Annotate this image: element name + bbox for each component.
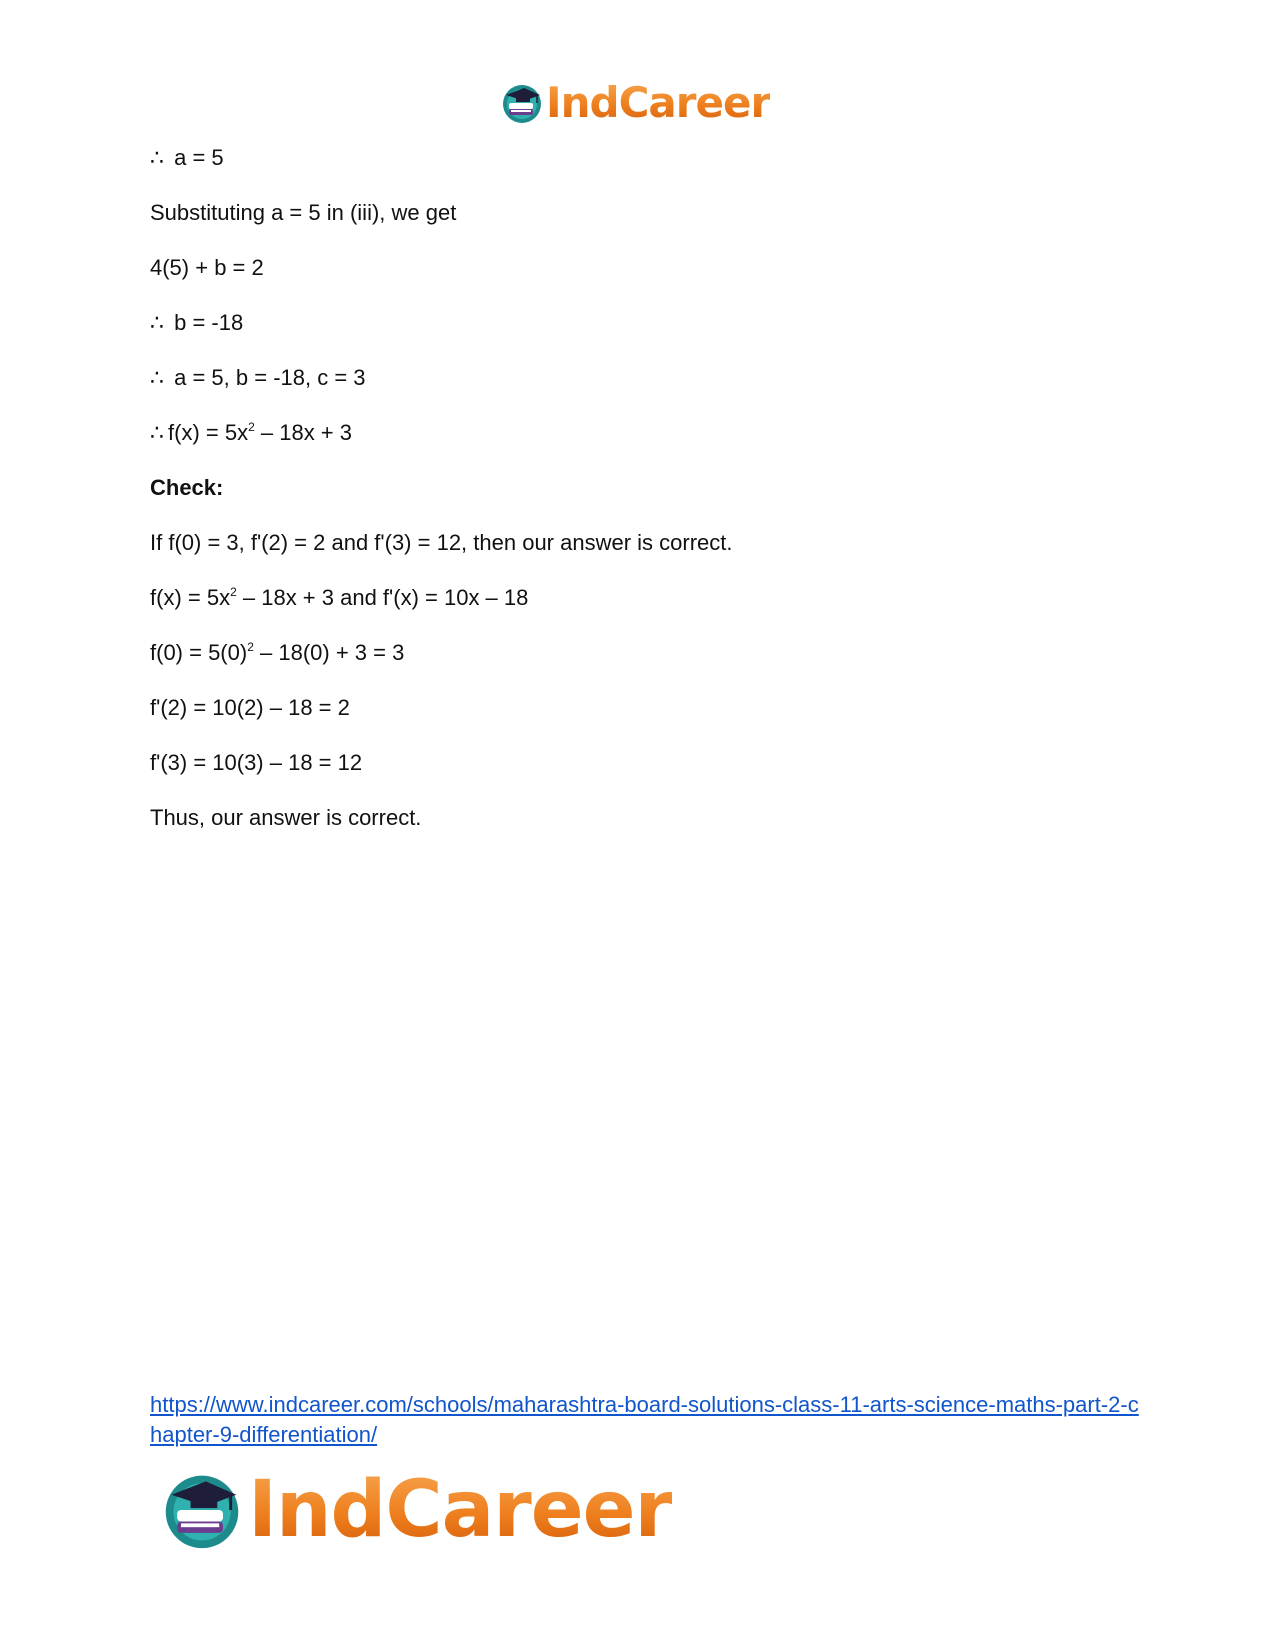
header-logo xyxy=(500,78,770,128)
logo-text: IndCareer xyxy=(546,78,771,127)
text-line: ∴ a = 5, b = -18, c = 3 xyxy=(150,365,366,391)
graduation-cap-books-icon xyxy=(500,81,544,125)
logo-text: IndCareer xyxy=(248,1465,672,1555)
text-line: ∴ $f(x) = 5x^2 - 18x + 3$ xyxy=(150,420,353,446)
text-line: ∴ a = 5 xyxy=(150,145,224,171)
footer-logo xyxy=(160,1465,672,1555)
therefore-symbol: ∴ xyxy=(150,366,164,391)
graduation-cap-books-icon xyxy=(160,1468,244,1552)
conclusion-line: Thus, our answer is correct. xyxy=(150,805,422,830)
source-link[interactable]: https://www.indcareer.com/schools/maharashtra-board-solutions-class-11-arts-science-maths-part-2-chapter-9-differentiation/ xyxy=(150,1392,1139,1447)
text-line: f'(3) = 10(3) – 18 = 12 xyxy=(150,750,363,775)
text-line: $f(0) = 5(0)^2 - 18(0) + 3 = 3$ xyxy=(150,640,405,665)
therefore-symbol: ∴ xyxy=(150,146,164,171)
therefore-symbol: ∴ xyxy=(150,311,164,336)
text-line: ∴ b = -18 xyxy=(150,310,244,336)
check-heading: Check: xyxy=(150,475,224,500)
solution-content xyxy=(150,145,1130,860)
therefore-symbol: ∴ xyxy=(150,421,164,446)
text-line: $f(x) = 5x^2 - 18x + 3$ and f'(x) = 10x – 18 xyxy=(150,585,529,610)
text-line: 4(5) + b = 2 xyxy=(150,255,264,280)
text-line: f'(2) = 10(2) – 18 = 2 xyxy=(150,695,350,720)
text-line: If f(0) = 3, f'(2) = 2 and f'(3) = 12, then our answer is correct. xyxy=(150,530,733,555)
text-line: Substituting a = 5 in (iii), we get xyxy=(150,200,457,225)
